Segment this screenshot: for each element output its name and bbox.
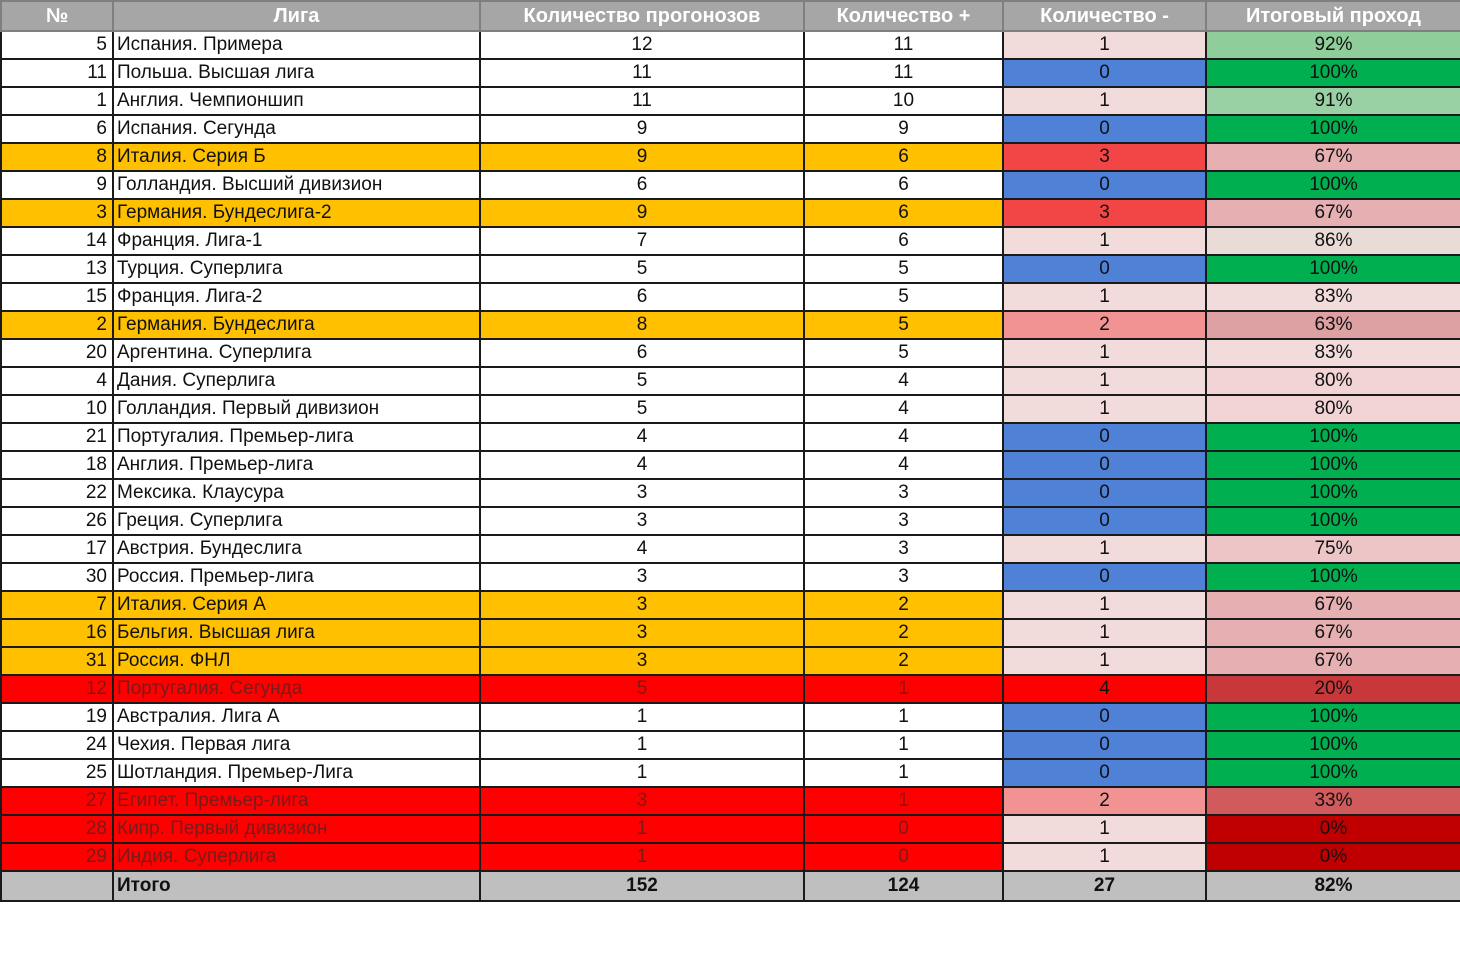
pass-cell[interactable]: 100% <box>1206 171 1460 199</box>
number-cell[interactable]: 12 <box>1 675 113 703</box>
table-row <box>1 339 1460 367</box>
number-cell[interactable]: 21 <box>1 423 113 451</box>
number-cell[interactable]: 6 <box>1 115 113 143</box>
total-cell[interactable]: 3 <box>480 479 804 507</box>
total-cell[interactable]: 4 <box>480 451 804 479</box>
league-cell[interactable]: Польша. Высшая лига <box>113 59 480 87</box>
total-cell[interactable]: 5 <box>480 395 804 423</box>
pass-cell[interactable]: 0% <box>1206 815 1460 843</box>
minus-cell[interactable]: 1 <box>1003 535 1206 563</box>
total-cell[interactable]: 5 <box>480 367 804 395</box>
plus-cell[interactable]: 6 <box>804 227 1003 255</box>
minus-cell[interactable]: 0 <box>1003 563 1206 591</box>
minus-cell[interactable]: 1 <box>1003 227 1206 255</box>
league-cell[interactable]: Бельгия. Высшая лига <box>113 619 480 647</box>
total-cell[interactable]: 9 <box>480 199 804 227</box>
table-row <box>1 143 1460 171</box>
plus-cell[interactable]: 11 <box>804 59 1003 87</box>
pass-cell[interactable]: 100% <box>1206 759 1460 787</box>
total-cell[interactable]: 1 <box>480 731 804 759</box>
plus-cell[interactable]: 1 <box>804 731 1003 759</box>
table-row <box>1 535 1460 563</box>
pass-cell[interactable]: 67% <box>1206 619 1460 647</box>
pass-cell[interactable]: 67% <box>1206 647 1460 675</box>
number-cell[interactable]: 24 <box>1 731 113 759</box>
minus-cell[interactable]: 2 <box>1003 311 1206 339</box>
number-cell[interactable]: 16 <box>1 619 113 647</box>
minus-cell[interactable]: 1 <box>1003 395 1206 423</box>
minus-cell[interactable]: 1 <box>1003 367 1206 395</box>
total-cell[interactable]: 3 <box>480 787 804 815</box>
minus-cell[interactable]: 0 <box>1003 479 1206 507</box>
plus-cell[interactable]: 4 <box>804 423 1003 451</box>
pass-cell[interactable]: 20% <box>1206 675 1460 703</box>
header-total[interactable]: Количество прогонозов <box>480 1 804 31</box>
plus-cell[interactable]: 1 <box>804 787 1003 815</box>
minus-cell[interactable]: 1 <box>1003 647 1206 675</box>
pass-cell[interactable]: 0% <box>1206 843 1460 871</box>
league-cell[interactable]: Голландия. Первый дивизион <box>113 395 480 423</box>
league-cell[interactable]: Египет. Премьер-лига <box>113 787 480 815</box>
totals-label-cell[interactable]: Итого <box>113 871 480 901</box>
plus-cell[interactable]: 6 <box>804 171 1003 199</box>
header-league[interactable]: Лига <box>113 1 480 31</box>
minus-cell[interactable]: 1 <box>1003 339 1206 367</box>
total-cell[interactable]: 12 <box>480 31 804 59</box>
league-cell[interactable]: Голландия. Высший дивизион <box>113 171 480 199</box>
header-no[interactable]: № <box>1 1 113 31</box>
table-row <box>1 591 1460 619</box>
pass-cell[interactable]: 91% <box>1206 87 1460 115</box>
total-cell[interactable]: 4 <box>480 423 804 451</box>
total-cell[interactable]: 3 <box>480 591 804 619</box>
total-cell[interactable]: 6 <box>480 339 804 367</box>
minus-cell[interactable]: 1 <box>1003 31 1206 59</box>
minus-cell[interactable]: 3 <box>1003 199 1206 227</box>
minus-cell[interactable]: 2 <box>1003 787 1206 815</box>
number-cell[interactable]: 2 <box>1 311 113 339</box>
table-row <box>1 787 1460 815</box>
plus-cell[interactable]: 5 <box>804 283 1003 311</box>
pass-cell[interactable]: 100% <box>1206 563 1460 591</box>
pass-cell[interactable]: 100% <box>1206 255 1460 283</box>
pass-cell[interactable]: 100% <box>1206 59 1460 87</box>
total-cell[interactable]: 1 <box>480 703 804 731</box>
league-cell[interactable]: Чехия. Первая лига <box>113 731 480 759</box>
table-row <box>1 283 1460 311</box>
minus-cell[interactable]: 0 <box>1003 115 1206 143</box>
table-row <box>1 227 1460 255</box>
totals-total-cell[interactable]: 152 <box>480 871 804 901</box>
table-row <box>1 311 1460 339</box>
minus-cell[interactable]: 0 <box>1003 59 1206 87</box>
plus-cell[interactable]: 9 <box>804 115 1003 143</box>
table-row <box>1 199 1460 227</box>
totals-row <box>1 871 1460 901</box>
plus-cell[interactable]: 0 <box>804 843 1003 871</box>
plus-cell[interactable]: 2 <box>804 619 1003 647</box>
pass-cell[interactable]: 67% <box>1206 143 1460 171</box>
total-cell[interactable]: 3 <box>480 507 804 535</box>
minus-cell[interactable]: 0 <box>1003 731 1206 759</box>
plus-cell[interactable]: 3 <box>804 535 1003 563</box>
total-cell[interactable]: 5 <box>480 255 804 283</box>
number-cell[interactable]: 11 <box>1 59 113 87</box>
total-cell[interactable]: 7 <box>480 227 804 255</box>
total-cell[interactable]: 9 <box>480 115 804 143</box>
total-cell[interactable]: 6 <box>480 283 804 311</box>
league-cell[interactable]: Италия. Серия А <box>113 591 480 619</box>
plus-cell[interactable]: 6 <box>804 143 1003 171</box>
table-row <box>1 451 1460 479</box>
league-cell[interactable]: Кипр. Первый дивизион <box>113 815 480 843</box>
pass-cell[interactable]: 100% <box>1206 479 1460 507</box>
number-cell[interactable]: 19 <box>1 703 113 731</box>
minus-cell[interactable]: 4 <box>1003 675 1206 703</box>
league-cell[interactable]: Индия. Суперлига <box>113 843 480 871</box>
table-row <box>1 815 1460 843</box>
plus-cell[interactable]: 5 <box>804 311 1003 339</box>
number-cell[interactable]: 29 <box>1 843 113 871</box>
league-cell[interactable]: Англия. Премьер-лига <box>113 451 480 479</box>
minus-cell[interactable]: 1 <box>1003 619 1206 647</box>
plus-cell[interactable]: 4 <box>804 451 1003 479</box>
league-cell[interactable]: Португалия. Премьер-лига <box>113 423 480 451</box>
minus-cell[interactable]: 1 <box>1003 843 1206 871</box>
number-cell[interactable]: 8 <box>1 143 113 171</box>
table-row <box>1 759 1460 787</box>
minus-cell[interactable]: 0 <box>1003 171 1206 199</box>
pass-cell[interactable]: 80% <box>1206 395 1460 423</box>
table-row <box>1 171 1460 199</box>
total-cell[interactable]: 1 <box>480 815 804 843</box>
table-row <box>1 395 1460 423</box>
plus-cell[interactable]: 3 <box>804 507 1003 535</box>
pass-cell[interactable]: 92% <box>1206 31 1460 59</box>
number-cell[interactable]: 22 <box>1 479 113 507</box>
table-row <box>1 647 1460 675</box>
minus-cell[interactable]: 0 <box>1003 507 1206 535</box>
number-cell[interactable]: 31 <box>1 647 113 675</box>
minus-cell[interactable]: 0 <box>1003 703 1206 731</box>
table-row <box>1 479 1460 507</box>
total-cell[interactable]: 4 <box>480 535 804 563</box>
table-row <box>1 87 1460 115</box>
league-cell[interactable]: Шотландия. Премьер-Лига <box>113 759 480 787</box>
number-cell[interactable]: 9 <box>1 171 113 199</box>
total-cell[interactable]: 1 <box>480 843 804 871</box>
plus-cell[interactable]: 3 <box>804 563 1003 591</box>
number-cell[interactable]: 25 <box>1 759 113 787</box>
header-minus[interactable]: Количество - <box>1003 1 1206 31</box>
plus-cell[interactable]: 11 <box>804 31 1003 59</box>
number-cell[interactable]: 5 <box>1 31 113 59</box>
minus-cell[interactable]: 1 <box>1003 87 1206 115</box>
pass-cell[interactable]: 67% <box>1206 199 1460 227</box>
number-cell[interactable]: 27 <box>1 787 113 815</box>
header-plus[interactable]: Количество + <box>804 1 1003 31</box>
number-cell[interactable]: 15 <box>1 283 113 311</box>
table-row <box>1 255 1460 283</box>
total-cell[interactable]: 11 <box>480 59 804 87</box>
minus-cell[interactable]: 1 <box>1003 815 1206 843</box>
table-row <box>1 619 1460 647</box>
minus-cell[interactable]: 0 <box>1003 451 1206 479</box>
number-cell[interactable]: 4 <box>1 367 113 395</box>
league-cell[interactable]: Австрия. Бундеслига <box>113 535 480 563</box>
league-cell[interactable]: Австралия. Лига А <box>113 703 480 731</box>
table-row <box>1 703 1460 731</box>
total-cell[interactable]: 1 <box>480 759 804 787</box>
totals-minus-cell[interactable]: 27 <box>1003 871 1206 901</box>
league-cell[interactable]: Италия. Серия Б <box>113 143 480 171</box>
total-cell[interactable]: 5 <box>480 675 804 703</box>
plus-cell[interactable]: 0 <box>804 815 1003 843</box>
league-cell[interactable]: Греция. Суперлига <box>113 507 480 535</box>
total-cell[interactable]: 8 <box>480 311 804 339</box>
league-cell[interactable]: Англия. Чемпионшип <box>113 87 480 115</box>
league-cell[interactable]: Аргентина. Суперлига <box>113 339 480 367</box>
league-cell[interactable]: Германия. Бундеслига-2 <box>113 199 480 227</box>
number-cell[interactable]: 17 <box>1 535 113 563</box>
table-row <box>1 731 1460 759</box>
minus-cell[interactable]: 1 <box>1003 283 1206 311</box>
table-row <box>1 115 1460 143</box>
league-cell[interactable]: Германия. Бундеслига <box>113 311 480 339</box>
pass-cell[interactable]: 63% <box>1206 311 1460 339</box>
plus-cell[interactable]: 10 <box>804 87 1003 115</box>
number-cell[interactable]: 1 <box>1 87 113 115</box>
plus-cell[interactable]: 3 <box>804 479 1003 507</box>
pass-cell[interactable]: 80% <box>1206 367 1460 395</box>
plus-cell[interactable]: 2 <box>804 591 1003 619</box>
table-row <box>1 507 1460 535</box>
pass-cell[interactable]: 83% <box>1206 283 1460 311</box>
pass-cell[interactable]: 100% <box>1206 731 1460 759</box>
header-row <box>1 1 1460 31</box>
pass-cell[interactable]: 100% <box>1206 115 1460 143</box>
table-row <box>1 675 1460 703</box>
total-cell[interactable]: 11 <box>480 87 804 115</box>
total-cell[interactable]: 3 <box>480 563 804 591</box>
header-pass[interactable]: Итоговый проход <box>1206 1 1460 31</box>
minus-cell[interactable]: 1 <box>1003 591 1206 619</box>
total-cell[interactable]: 9 <box>480 143 804 171</box>
league-cell[interactable]: Испания. Примера <box>113 31 480 59</box>
plus-cell[interactable]: 1 <box>804 759 1003 787</box>
pass-cell[interactable]: 33% <box>1206 787 1460 815</box>
minus-cell[interactable]: 3 <box>1003 143 1206 171</box>
number-cell[interactable]: 18 <box>1 451 113 479</box>
number-cell[interactable]: 30 <box>1 563 113 591</box>
table-row <box>1 843 1460 871</box>
minus-cell[interactable]: 0 <box>1003 255 1206 283</box>
league-cell[interactable]: Россия. Премьер-лига <box>113 563 480 591</box>
pass-cell[interactable]: 100% <box>1206 507 1460 535</box>
total-cell[interactable]: 3 <box>480 647 804 675</box>
number-cell[interactable]: 14 <box>1 227 113 255</box>
league-cell[interactable]: Турция. Суперлига <box>113 255 480 283</box>
plus-cell[interactable]: 5 <box>804 255 1003 283</box>
league-cell[interactable]: Мексика. Клаусура <box>113 479 480 507</box>
total-cell[interactable]: 3 <box>480 619 804 647</box>
minus-cell[interactable]: 0 <box>1003 423 1206 451</box>
pass-cell[interactable]: 83% <box>1206 339 1460 367</box>
league-cell[interactable]: Испания. Сегунда <box>113 115 480 143</box>
plus-cell[interactable]: 2 <box>804 647 1003 675</box>
plus-cell[interactable]: 1 <box>804 675 1003 703</box>
plus-cell[interactable]: 1 <box>804 703 1003 731</box>
table-row <box>1 31 1460 59</box>
number-cell[interactable]: 28 <box>1 815 113 843</box>
league-cell[interactable]: Франция. Лига-2 <box>113 283 480 311</box>
number-cell[interactable]: 3 <box>1 199 113 227</box>
number-cell[interactable]: 10 <box>1 395 113 423</box>
table-row <box>1 423 1460 451</box>
number-cell[interactable]: 20 <box>1 339 113 367</box>
table-row <box>1 563 1460 591</box>
table-body <box>1 31 1460 871</box>
table-row <box>1 367 1460 395</box>
pass-cell[interactable]: 75% <box>1206 535 1460 563</box>
number-cell[interactable]: 13 <box>1 255 113 283</box>
number-cell[interactable]: 26 <box>1 507 113 535</box>
plus-cell[interactable]: 5 <box>804 339 1003 367</box>
league-cell[interactable]: Россия. ФНЛ <box>113 647 480 675</box>
totals-no-cell[interactable] <box>1 871 113 901</box>
pass-cell[interactable]: 86% <box>1206 227 1460 255</box>
pass-cell[interactable]: 100% <box>1206 423 1460 451</box>
minus-cell[interactable]: 0 <box>1003 759 1206 787</box>
number-cell[interactable]: 7 <box>1 591 113 619</box>
league-cell[interactable]: Португалия. Сегунда <box>113 675 480 703</box>
plus-cell[interactable]: 4 <box>804 395 1003 423</box>
league-cell[interactable]: Дания. Суперлига <box>113 367 480 395</box>
totals-pass-cell[interactable]: 82% <box>1206 871 1460 901</box>
pass-cell[interactable]: 100% <box>1206 703 1460 731</box>
totals-plus-cell[interactable]: 124 <box>804 871 1003 901</box>
pass-cell[interactable]: 67% <box>1206 591 1460 619</box>
plus-cell[interactable]: 4 <box>804 367 1003 395</box>
total-cell[interactable]: 6 <box>480 171 804 199</box>
table-row <box>1 59 1460 87</box>
plus-cell[interactable]: 6 <box>804 199 1003 227</box>
league-cell[interactable]: Франция. Лига-1 <box>113 227 480 255</box>
pass-cell[interactable]: 100% <box>1206 451 1460 479</box>
